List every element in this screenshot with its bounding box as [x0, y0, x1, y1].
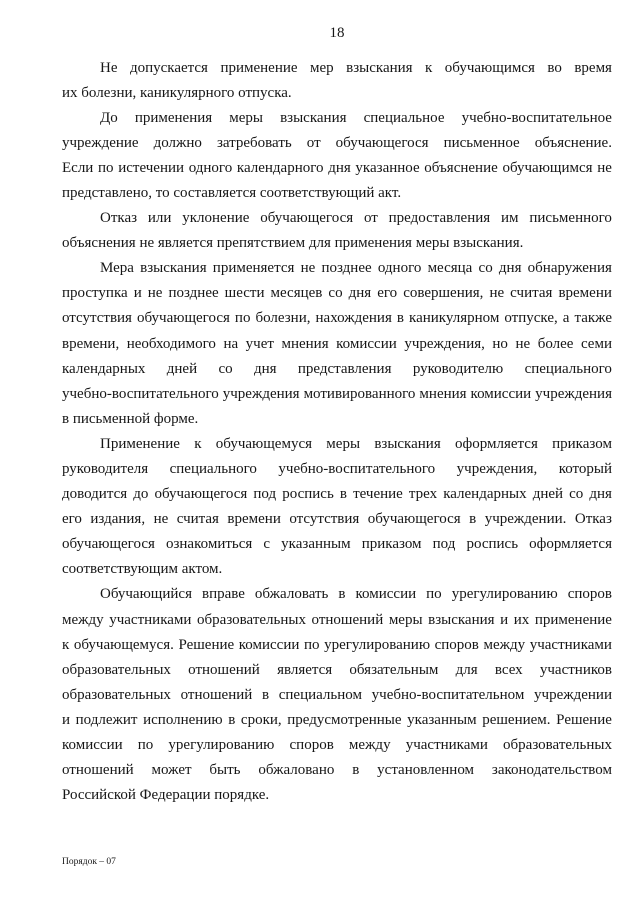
text-line [62, 106, 612, 131]
word: споров [567, 586, 612, 603]
word: Решение [556, 711, 612, 728]
word: образовательных [62, 661, 171, 678]
word: отношений [180, 686, 253, 703]
text-line [62, 482, 612, 507]
word: более [537, 335, 574, 352]
word: под [432, 536, 456, 553]
word: не [147, 285, 163, 302]
word: взыскания [280, 109, 347, 126]
text-line [62, 256, 612, 281]
word: болезни, [255, 310, 311, 327]
word: обжаловано [258, 762, 335, 779]
word: роспись [282, 486, 334, 503]
word: со [569, 486, 584, 503]
word: учреждения, [456, 461, 538, 477]
text-line [62, 156, 612, 181]
word: от [306, 134, 321, 151]
text-line [62, 532, 612, 557]
word: отсутствия [62, 310, 132, 327]
word: сроки, [240, 711, 282, 728]
text-line [62, 432, 612, 457]
word: издания, [90, 511, 146, 528]
word: отношений [62, 762, 134, 779]
word: обучающегося [62, 536, 155, 553]
word: Отказ [574, 511, 612, 528]
text-line [62, 457, 612, 482]
word: предусмотренные [287, 711, 402, 728]
word: участниками [529, 636, 612, 653]
word: нахождения [315, 310, 392, 327]
text-line [62, 281, 612, 306]
word: месяцев [270, 285, 323, 302]
page-number: 18 [329, 25, 345, 41]
word: объяснение. [534, 134, 612, 151]
word: на [223, 335, 239, 352]
text-line [62, 582, 612, 607]
text-line [62, 306, 612, 331]
word: отношений [188, 661, 260, 678]
word: объяснение [424, 159, 498, 176]
word: во [547, 59, 562, 76]
word: всех [494, 661, 523, 678]
word: оформляется [455, 435, 538, 452]
word: учебно-воспитательном [371, 686, 525, 703]
word: уклонение [182, 210, 250, 227]
word: комиссии [62, 737, 123, 754]
word: специальное [363, 109, 445, 126]
word: семи [580, 335, 612, 352]
paragraph [62, 56, 612, 106]
word: со [218, 360, 233, 377]
text-line: в письменной форме. [62, 410, 199, 427]
word: решением. [482, 711, 551, 728]
word: быть [209, 762, 241, 779]
text-line [62, 332, 612, 357]
word: учебно-воспитательного [278, 461, 436, 477]
text-line [62, 683, 612, 708]
text-line [62, 708, 612, 733]
text-line: представлено, то составляется соответствующий акт. [62, 184, 402, 201]
word: подлежит [75, 711, 138, 728]
text-line [62, 733, 612, 758]
word: специального [169, 461, 257, 477]
word: учреждения, [404, 335, 485, 352]
word: До [100, 109, 118, 126]
word: дня [328, 159, 351, 176]
text-line [62, 131, 612, 156]
word: мнения [419, 385, 467, 402]
word: и [133, 285, 142, 302]
word: специальном [278, 686, 362, 703]
text-line: их болезни, каникулярного отпуска. [62, 84, 292, 101]
word: и [62, 711, 71, 728]
word: дня [253, 360, 277, 377]
word: для [455, 661, 478, 678]
word: обучающегося [154, 486, 248, 503]
word: отсутствия [289, 511, 360, 528]
word: Если [62, 159, 94, 176]
word: календарных [62, 360, 146, 377]
word: позднее [168, 285, 219, 302]
word: урегулированию [324, 636, 431, 653]
word: учебно-воспитательное [461, 109, 612, 126]
word: Решение [178, 636, 235, 653]
word: к [62, 636, 70, 653]
word: роспись [466, 536, 519, 553]
word: обязательным [349, 661, 439, 678]
word: обучающимся [502, 159, 593, 176]
word: одного [188, 159, 233, 176]
word: Мера [100, 260, 134, 277]
word: шести [224, 285, 265, 302]
word: участниками [109, 611, 192, 628]
word: в [338, 586, 346, 603]
word: считая [176, 511, 219, 528]
word: по [98, 159, 114, 176]
word: истечении [118, 159, 185, 176]
text-line [62, 758, 612, 783]
word: их [513, 611, 530, 628]
word: мнения [281, 335, 329, 352]
word: споров [289, 737, 334, 754]
word: им [501, 210, 519, 227]
word: одного [377, 260, 422, 277]
word: дней [532, 486, 564, 503]
word: по [234, 310, 251, 327]
word: а [562, 310, 570, 327]
word: споров [434, 636, 479, 653]
word: необходимого [126, 335, 216, 352]
word: учебно-воспитательного [62, 385, 219, 402]
text-line [62, 507, 612, 532]
word: Отказ [100, 210, 138, 227]
word: установленном [377, 762, 475, 779]
word: под [253, 486, 277, 503]
word: ознакомиться [165, 536, 253, 553]
word: в [469, 511, 477, 528]
word: применения [134, 109, 213, 126]
word: дня [589, 486, 612, 503]
word: в [352, 762, 360, 779]
word: учреждение [62, 134, 139, 151]
word: указанным [407, 711, 477, 728]
word: между [62, 611, 104, 628]
word: к [425, 59, 433, 76]
word: урегулированию [451, 586, 558, 603]
word: вправе [201, 586, 245, 603]
word: участников [539, 661, 612, 678]
word: также [574, 310, 612, 327]
word: представления [297, 360, 392, 377]
word: затребовать [216, 134, 292, 151]
word: календарного [236, 159, 324, 176]
word: по [137, 737, 154, 754]
word: дня [348, 285, 372, 302]
word: время [574, 59, 612, 76]
word: указанное [355, 159, 420, 176]
word: течение [353, 486, 403, 503]
word: времени [558, 285, 612, 302]
paragraph [62, 206, 612, 256]
word: между [348, 737, 391, 754]
word: исполнению [143, 711, 223, 728]
word: не [597, 159, 612, 176]
word: письменное [443, 134, 520, 151]
word: доводится [62, 486, 128, 503]
text-line [62, 658, 612, 683]
word: Обучающийся [100, 586, 192, 603]
word: руководителю [412, 360, 504, 377]
word: учреждении [534, 686, 612, 703]
word: отпуске, [504, 310, 558, 327]
word: Не [100, 59, 118, 76]
word: его [377, 285, 398, 302]
word: образовательных [62, 686, 171, 703]
paragraph [62, 256, 612, 432]
word: в [228, 711, 236, 728]
paragraph [62, 582, 612, 808]
paragraph [62, 432, 612, 583]
word: законодательством [491, 762, 612, 779]
word: руководителя [62, 461, 149, 477]
word: не [153, 511, 169, 528]
word: письменного [529, 210, 612, 227]
word: каникулярном [409, 310, 500, 327]
word: обучающегося [367, 511, 461, 528]
word: участниками [405, 737, 488, 754]
word: комиссии [336, 335, 397, 352]
word: с [263, 536, 271, 553]
word: дней [166, 360, 198, 377]
word: является [277, 661, 333, 678]
word: календарных [443, 486, 527, 503]
word: месяца [427, 260, 473, 277]
word: учреждения [222, 385, 300, 402]
word: но [492, 335, 508, 352]
word: приказом [552, 435, 612, 452]
word: к [194, 435, 202, 452]
word: комиссии [355, 586, 417, 603]
word: взыскания [346, 59, 413, 76]
word: приказом [361, 536, 422, 553]
word: должно [153, 134, 202, 151]
word: указанным [281, 536, 351, 553]
word: может [151, 762, 192, 779]
word: учреждения [535, 385, 612, 402]
word: взыскания [428, 611, 495, 628]
word: или [147, 210, 172, 227]
word: комиссии [238, 636, 300, 653]
word: со [478, 260, 493, 277]
word: Применение [100, 435, 180, 452]
word: образовательных [197, 611, 306, 628]
word: обучающегося [137, 310, 230, 327]
word: по [303, 636, 320, 653]
word: применение [534, 611, 612, 628]
word: его [62, 511, 82, 528]
word: времени [227, 511, 281, 528]
text-line: Российской Федерации порядке. [62, 787, 270, 804]
word: обучающемуся. [73, 636, 174, 653]
word: применение [220, 59, 298, 76]
word: считая [510, 285, 553, 302]
word: урегулированию [168, 737, 275, 754]
word: времени, [62, 335, 120, 352]
word: меры [229, 109, 263, 126]
word: проступка [62, 285, 128, 302]
text-line [62, 357, 612, 382]
text-line: объяснения не является препятствием для применения меры взыскания. [62, 235, 524, 252]
text-line [62, 608, 612, 633]
word: от [363, 210, 378, 227]
word: обжаловать [254, 586, 329, 603]
word: применяется [212, 260, 295, 277]
word: образовательных [503, 737, 612, 754]
word: обучающегося [260, 210, 354, 227]
word: между [483, 636, 526, 653]
word: отношений [311, 611, 384, 628]
word: учет [245, 335, 274, 352]
word: и [500, 611, 509, 628]
word: оформляется [529, 536, 612, 553]
word: специального [524, 360, 612, 377]
text-line [62, 56, 612, 81]
word: мер [310, 59, 334, 76]
word: который [558, 461, 612, 477]
word: взыскания [374, 435, 441, 452]
text-line [62, 206, 612, 231]
word: по [426, 586, 442, 603]
word: обучающемуся [215, 435, 313, 452]
word: мотивированного [303, 385, 416, 402]
paragraph [62, 106, 612, 206]
document-body [62, 56, 612, 809]
word: не [300, 260, 316, 277]
word: взыскания [140, 260, 207, 277]
word: в [339, 486, 347, 503]
word: не [515, 335, 531, 352]
word: меры [388, 611, 423, 628]
word: позднее [321, 260, 372, 277]
word: дня [498, 260, 522, 277]
word: меры [326, 435, 361, 452]
word: в [261, 686, 270, 703]
word: в [396, 310, 404, 327]
word: допускается [129, 59, 208, 76]
footer-note: Порядок – 07 [62, 857, 116, 867]
word: со [328, 285, 343, 302]
text-line [62, 382, 612, 407]
word: предоставления [388, 210, 491, 227]
word: трех [408, 486, 438, 503]
word: до [133, 486, 149, 503]
word: учреждении. [484, 511, 567, 528]
word: обнаружения [527, 260, 612, 277]
word: комиссии [470, 385, 532, 402]
word: обучающегося [335, 134, 429, 151]
text-line [62, 633, 612, 658]
word: обучающимся [444, 59, 535, 76]
word: совершения, [403, 285, 484, 302]
word: не [489, 285, 505, 302]
text-line: соответствующим актом. [62, 561, 223, 578]
